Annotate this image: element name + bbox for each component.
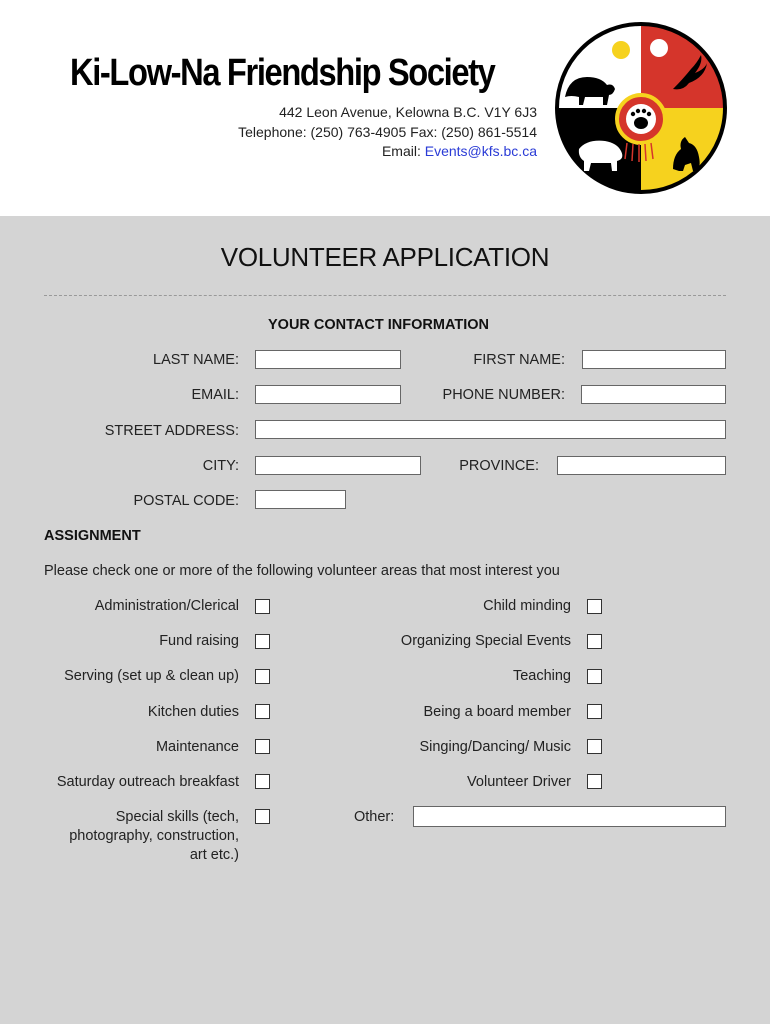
kitchen-duties-checkbox[interactable] [255, 704, 270, 719]
email-label: Email: [381, 143, 421, 159]
title-divider [44, 295, 726, 296]
option-label: Special skills (tech, [115, 809, 239, 825]
street-address-field[interactable] [255, 420, 726, 439]
option-label-line3: art etc.) [189, 847, 239, 863]
organization-name: Ki-Low-Na Friendship Society [70, 52, 495, 94]
option-label: Kitchen duties [147, 704, 239, 720]
letterhead [0, 0, 770, 216]
contact-section-title: YOUR CONTACT INFORMATION [268, 317, 489, 333]
option-label: Saturday outreach breakfast [56, 774, 239, 790]
medicine-wheel-logo-icon [553, 19, 729, 197]
organizing-special-events-checkbox[interactable] [587, 634, 602, 649]
postal-code-field[interactable] [255, 490, 346, 509]
last-name-field[interactable] [255, 350, 401, 369]
phone-field[interactable] [581, 385, 726, 404]
fund-raising-checkbox[interactable] [255, 634, 270, 649]
other-label: Other: [354, 809, 395, 825]
email-field[interactable] [255, 385, 401, 404]
assignment-section-title: ASSIGNMENT [44, 528, 141, 544]
option-label: Organizing Special Events [400, 633, 571, 649]
child-minding-checkbox[interactable] [587, 599, 602, 614]
other-field[interactable] [413, 806, 726, 827]
option-label: Maintenance [155, 739, 239, 755]
option-label: Serving (set up & clean up) [64, 668, 239, 684]
option-label: Singing/Dancing/ Music [419, 739, 571, 755]
form-title: VOLUNTEER APPLICATION [220, 242, 550, 272]
city-field[interactable] [255, 456, 421, 475]
teaching-checkbox[interactable] [587, 669, 602, 684]
option-label-line2: photography, construction, [69, 828, 239, 844]
province-field[interactable] [557, 456, 726, 475]
option-label: Being a board member [423, 704, 571, 720]
volunteer-driver-checkbox[interactable] [587, 774, 602, 789]
volunteer-application-form [0, 216, 770, 1024]
serving-checkbox[interactable] [255, 669, 270, 684]
phone-label: PHONE NUMBER: [442, 387, 565, 403]
province-label: PROVINCE: [459, 458, 539, 474]
option-label: Teaching [512, 668, 571, 684]
option-label: Administration/Clerical [94, 598, 239, 614]
singing-dancing-music-checkbox[interactable] [587, 739, 602, 754]
administration-clerical-checkbox[interactable] [255, 599, 270, 614]
city-label: CITY: [202, 458, 239, 474]
email-link[interactable]: Events@kfs.bc.ca [424, 143, 537, 159]
option-label: Child minding [483, 598, 571, 614]
postal-code-label: POSTAL CODE: [133, 493, 239, 509]
maintenance-checkbox[interactable] [255, 739, 270, 754]
street-address-label: STREET ADDRESS: [104, 423, 239, 439]
option-label: Volunteer Driver [467, 774, 571, 790]
email-label: EMAIL: [191, 387, 239, 403]
first-name-label: FIRST NAME: [473, 352, 565, 368]
board-member-checkbox[interactable] [587, 704, 602, 719]
option-label: Fund raising [159, 633, 239, 649]
address-line: 442 Leon Avenue, Kelowna B.C. V1Y 6J3 [279, 104, 537, 120]
saturday-outreach-breakfast-checkbox[interactable] [255, 774, 270, 789]
special-skills-checkbox[interactable] [255, 809, 270, 824]
first-name-field[interactable] [582, 350, 726, 369]
assignment-instructions: Please check one or more of the following volunteer areas that most interest you [44, 563, 560, 579]
phone-fax-line: Telephone: (250) 763-4905 Fax: (250) 861-5514 [238, 124, 537, 140]
last-name-label: LAST NAME: [153, 352, 239, 368]
email-line [382, 143, 537, 159]
